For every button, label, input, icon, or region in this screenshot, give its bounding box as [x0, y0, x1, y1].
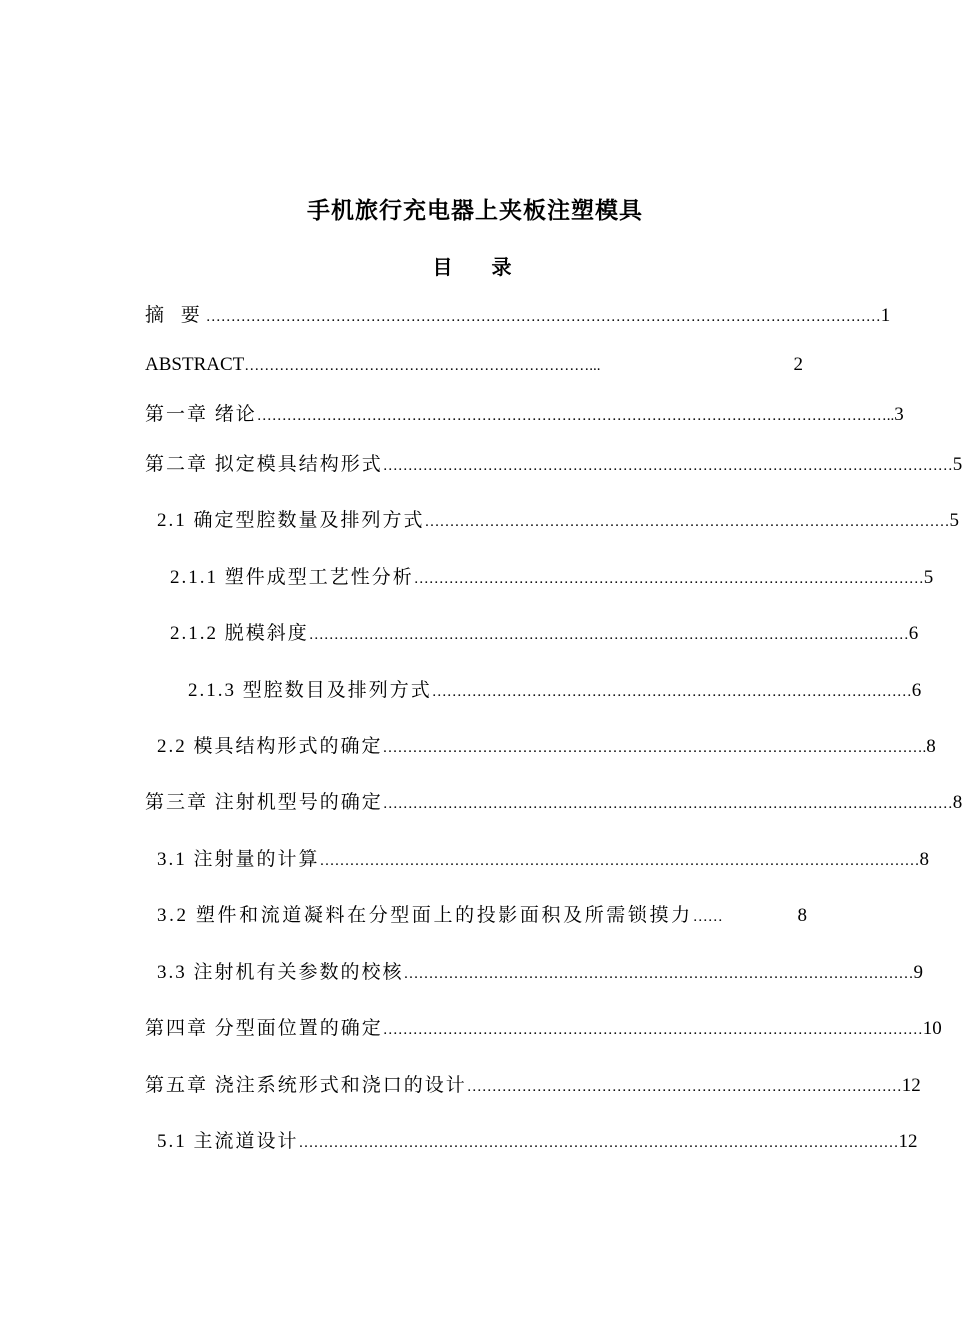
- toc-entry-page: 2: [793, 354, 803, 375]
- toc-entry-label: 第一章 绪论: [145, 404, 257, 425]
- toc-entry-label: 5.1 主流道设计: [157, 1131, 299, 1152]
- toc-entry-label: 2.1.3 型腔数目及排列方式: [188, 680, 432, 701]
- toc-entry-label: 第三章 注射机型号的确定: [145, 792, 383, 813]
- toc-entry-leader: ……: [692, 909, 723, 925]
- toc-entry-page: 8: [952, 792, 962, 813]
- toc-entry-leader: ……………………………………………………………………………………………: [424, 514, 950, 530]
- toc-entry-leader: ………………………………………………………………………………………………: [382, 1022, 923, 1038]
- toc-entry-label: 2.1.1 塑件成型工艺性分析: [170, 567, 414, 588]
- toc-entry-label: 第二章 拟定模具结构形式: [145, 454, 383, 475]
- toc-entry-leader: …………………………………………………………………………………………: [413, 571, 924, 587]
- toc-entry-label: 3.1 注射量的计算: [157, 849, 320, 870]
- toc-entry-section-2-1-1[interactable]: [170, 564, 934, 592]
- toc-entry-section-2-2[interactable]: [157, 733, 936, 761]
- toc-entry-leader: ……………………………………………………………………………………………………: [382, 796, 953, 812]
- toc-entry-page: 5: [952, 454, 962, 475]
- toc-entry-page: 5: [923, 567, 934, 588]
- toc-entry-leader: ……………………………………………………………………………………: [431, 684, 912, 700]
- document-title: 手机旅行充电器上夹板注塑模具: [307, 198, 643, 224]
- toc-entry-page: 5: [949, 510, 960, 531]
- toc-entry-label: 3.2 塑件和流道凝料在分型面上的投影面积及所需锁摸力: [157, 905, 693, 926]
- toc-entry-page: 10: [922, 1018, 942, 1039]
- toc-entry-label: 2.1.2 脱模斜度: [170, 623, 309, 644]
- toc-entry-section-2-1-3[interactable]: [188, 677, 922, 705]
- toc-entry-chapter-3[interactable]: [145, 789, 962, 817]
- toc-entry-leader: …………………………………………………………………………………………………………: [298, 1135, 899, 1151]
- toc-entry-leader: ………………………………………………………………………………………………………………..: [256, 408, 895, 424]
- toc-entry-leader: ……………………………………………………………………………………………………: [382, 458, 953, 474]
- toc-entry-page: 8: [797, 905, 807, 926]
- toc-entry-section-2-1-2[interactable]: [170, 620, 919, 648]
- toc-entry-section-3-1[interactable]: [157, 846, 930, 874]
- toc-entry-label: 第五章 浇注系统形式和浇口的设计: [145, 1075, 467, 1096]
- toc-entry-abstract-cn[interactable]: [145, 302, 891, 330]
- toc-entry-section-3-2[interactable]: [157, 902, 807, 930]
- toc-entry-leader: …………………………………………………………………………………………: [403, 966, 914, 982]
- toc-entry-label: 2.1 确定型腔数量及排列方式: [157, 510, 425, 531]
- toc-entry-page: 3: [894, 404, 904, 425]
- toc-entry-label: 摘 要: [145, 305, 206, 326]
- toc-entry-section-3-3[interactable]: [157, 959, 924, 987]
- toc-entry-label: 第四章 分型面位置的确定: [145, 1018, 383, 1039]
- toc-entry-page: 12: [898, 1131, 918, 1152]
- toc-entry-chapter-2[interactable]: [145, 451, 962, 479]
- toc-entry-page: 8: [926, 736, 936, 757]
- toc-entry-leader: ………………………………………………………………………………………………………………………: [205, 309, 881, 325]
- toc-entry-page: 8: [919, 849, 930, 870]
- toc-entry-label: 3.3 注射机有关参数的校核: [157, 962, 404, 983]
- toc-entry-leader: …………………………………………………………………………………………………………: [319, 853, 920, 869]
- toc-heading: 目 录: [432, 255, 528, 279]
- toc-entry-leader: ……………………………………………………………………………: [466, 1079, 902, 1095]
- toc-entry-page: 12: [901, 1075, 921, 1096]
- toc-entry-section-5-1[interactable]: [157, 1128, 918, 1156]
- toc-entry-leader: …………………………………………………………………………………………………………: [308, 627, 909, 643]
- toc-entry-abstract-en[interactable]: [145, 351, 803, 379]
- toc-entry-page: 1: [880, 305, 891, 326]
- toc-entry-label: ABSTRACT: [145, 354, 245, 375]
- toc-entry-leader: ……………………………………………………………………………………………….: [382, 740, 927, 756]
- toc-entry-chapter-4[interactable]: [145, 1015, 942, 1043]
- toc-entry-page: 6: [908, 623, 919, 644]
- toc-entry-page: 6: [911, 680, 922, 701]
- toc-entry-page: 9: [913, 962, 924, 983]
- toc-entry-chapter-1[interactable]: [145, 401, 904, 429]
- toc-entry-leader: ……………………………………………………………...: [244, 358, 601, 374]
- toc-entry-section-2-1[interactable]: [157, 507, 960, 535]
- toc-entry-label: 2.2 模具结构形式的确定: [157, 736, 383, 757]
- toc-entry-chapter-5[interactable]: [145, 1072, 921, 1100]
